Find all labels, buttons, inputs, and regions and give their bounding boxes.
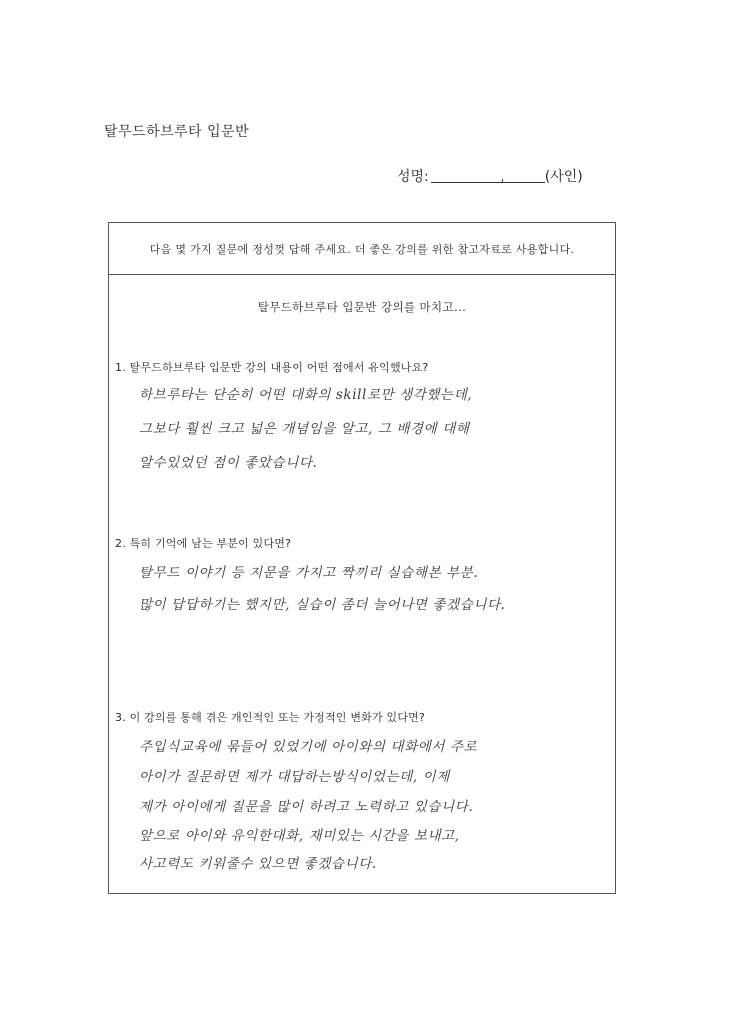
- sign-label: (사인): [544, 169, 583, 185]
- answer-3-line: 제가 아이에게 질문을 많이 하려고 노력하고 있습니다.: [139, 799, 474, 815]
- answer-3-line: 사고력도 키워줄수 있으면 좋겠습니다.: [139, 856, 377, 872]
- form-title: 탈무드하브루타 입문반: [104, 124, 250, 140]
- name-label: 성명:: [397, 169, 429, 185]
- answer-2-line: 탈무드 이야기 등 지문을 가지고 짝끼리 실습해본 부분.: [139, 565, 479, 581]
- answer-2-line: 많이 답답하기는 했지만, 실습이 좀더 늘어나면 좋겠습니다.: [139, 597, 506, 613]
- questionnaire-heading: 탈무드하브루타 입문반 강의를 마치고...: [257, 300, 467, 314]
- answer-3-line: 주입식교육에 묶들어 있었기에 아이와의 대화에서 주로: [139, 739, 478, 755]
- question-1: 1. 탈무드하브루타 입문반 강의 내용이 어떤 점에서 유익했나요?: [115, 361, 429, 374]
- name-blank: [431, 168, 545, 183]
- answer-3-line: 아이가 질문하면 제가 대답하는방식이었는데, 이제: [139, 769, 450, 785]
- question-2: 2. 특히 기억에 남는 부분이 있다면?: [115, 537, 292, 550]
- answer-1-line: 알수있었던 점이 좋았습니다.: [139, 455, 318, 471]
- answer-1-line: 하브루타는 단순히 어떤 대화의 skill로만 생각했는데,: [139, 387, 473, 403]
- instruction-text: 다음 몇 가지 질문에 정성껏 답해 주세요. 더 좋은 강의를 위한 참고자료로 사용합니다.: [109, 223, 615, 275]
- answer-1-line: 그보다 훨씬 크고 넓은 개념임을 알고, 그 배경에 대해: [139, 421, 470, 437]
- signature-line: [397, 166, 583, 186]
- questionnaire-box: [108, 222, 616, 894]
- answer-3-line: 앞으로 아이와 유익한대화, 재미있는 시간을 보내고,: [139, 828, 460, 844]
- signature-comma: ,: [500, 171, 505, 184]
- question-3: 3. 이 강의를 통해 겪은 개인적인 또는 가정적인 변화가 있다면?: [115, 711, 426, 724]
